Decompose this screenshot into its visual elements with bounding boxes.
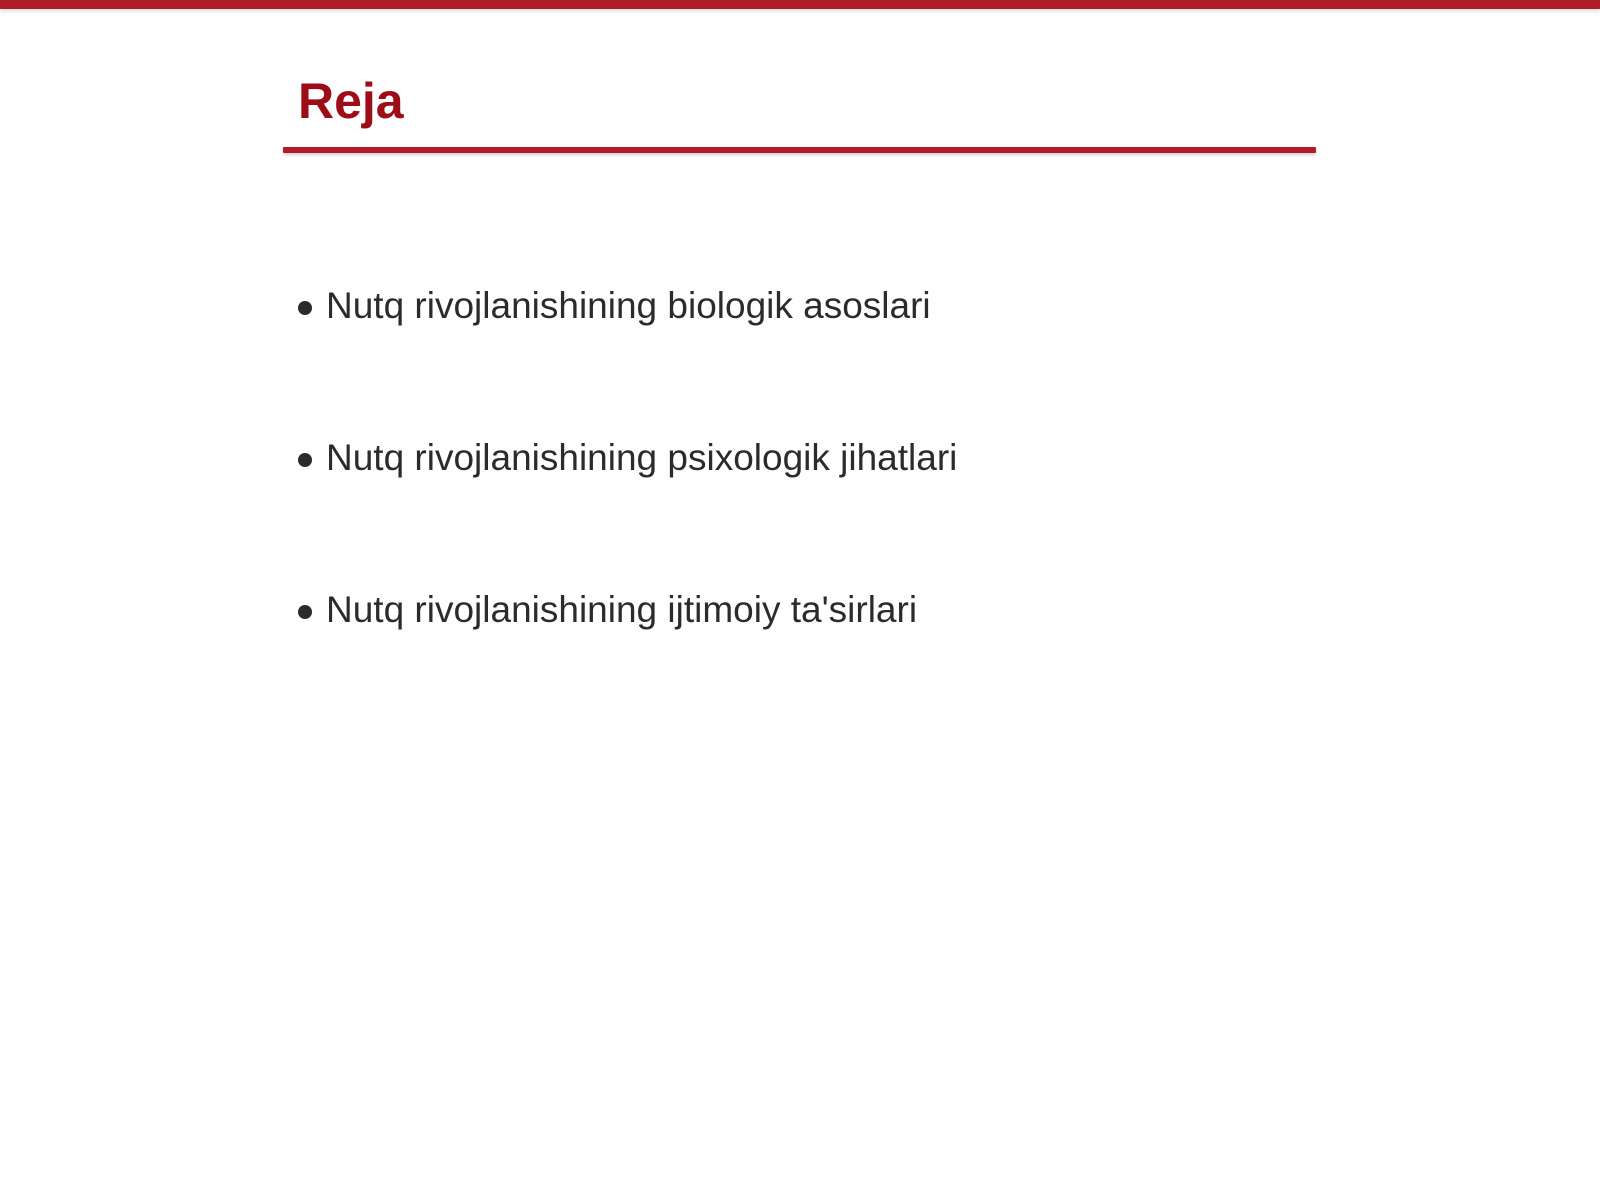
list-item bbox=[298, 433, 957, 483]
bullet-text: Nutq rivojlanishining biologik asoslari bbox=[326, 285, 931, 326]
list-item bbox=[298, 585, 917, 635]
bullet-text: Nutq rivojlanishining ijtimoiy ta'sirlari bbox=[326, 589, 918, 630]
title-underline bbox=[283, 147, 1316, 153]
bullet-text: Nutq rivojlanishining psixologik jihatlari bbox=[326, 437, 958, 478]
bullet-icon bbox=[298, 301, 312, 315]
top-accent-bar bbox=[0, 0, 1600, 9]
bullet-icon bbox=[298, 605, 312, 619]
bullet-icon bbox=[298, 453, 312, 467]
list-item bbox=[298, 281, 931, 331]
slide-title: Reja bbox=[298, 73, 404, 129]
